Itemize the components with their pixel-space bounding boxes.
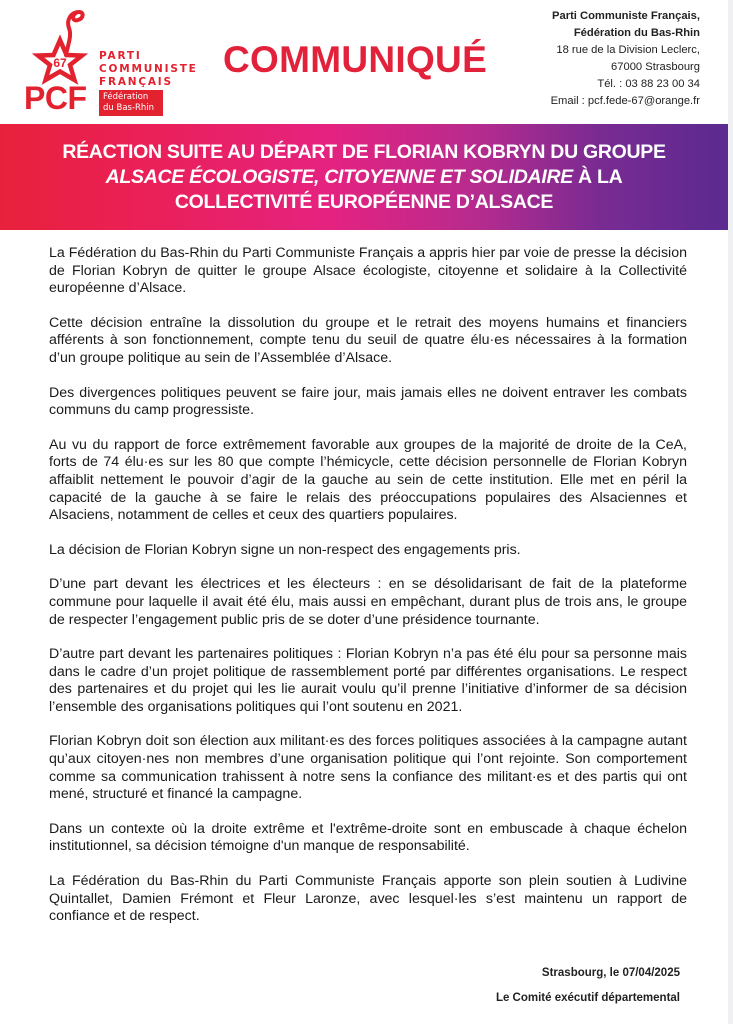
- contact-federation: Fédération du Bas-Rhin: [573, 27, 700, 39]
- page-edge: [728, 0, 733, 1024]
- body-paragraph: D’une part devant les électrices et les électeurs : en se désolidarisant de fait de la plateforme commune pour laquelle il avait été élu, mais aussi en empêchant, durant plus de trois ans, le groupe de respecter l’engagement public pris de se doter d’une présidence tournante.: [49, 576, 687, 628]
- signature-place-date: Strasbourg, le 07/04/2025: [541, 967, 680, 979]
- contact-address-street: 18 rue de la Division Leclerc,: [556, 44, 700, 56]
- body-paragraph: La décision de Florian Kobryn signe un non-respect des engagements pris.: [49, 541, 521, 558]
- party-name-line: PARTI: [99, 50, 142, 62]
- headline-line-3: COLLECTIVITÉ EUROPÉENNE D’ALSACE: [174, 190, 554, 213]
- body-paragraph: D’autre part devant les partenaires politiques : Florian Kobryn n’a pas été élu pour sa personne mais dans le cadre d’un projet politique de rassemblement porté par différentes organisations. Le respect des partenaires et du projet qui les lie aurait voulu qu’il prenne l’initiative d’informer de sa décision l’ensemble des organisations politiques qui l’ont soutenu en 2021.: [49, 646, 687, 715]
- body-paragraph: La Fédération du Bas-Rhin du Parti Communiste Français apporte son plein soutien à Ludivine Quintallet, Damien Frémont et Fleur Laronze, avec lesquel·les s’est maintenu un rapport de confiance et de respect.: [49, 873, 687, 925]
- contact-phone: Tél. : 03 88 23 00 34: [597, 78, 700, 90]
- headline-line-2-rest: À LA: [572, 165, 623, 188]
- body-paragraph: Au vu du rapport de force extrêmement favorable aux groupes de la majorité de droite de la CeA, forts de 74 élu·es sur les 80 que compte l’hémicycle, cette décision personnelle de Florian Kobryn affaiblit nettement le pouvoir d’agir de la gauche au sein de cette institution. Elle met en péril la capacité de la gauche à se faire le relais des préoccupations populaires des Alsaciennes et Alsaciens, notamment de celles et ceux des quartiers populaires.: [49, 436, 687, 524]
- document-title: COMMUNIQUÉ: [223, 39, 488, 80]
- body-paragraph: Florian Kobryn doit son élection aux militant·es des forces politiques associées à la campagne autant qu’aux citoyen·nes non membres d’une organisation politique qui l’ont rejointe. Son comportement comme sa communication trahissent à notre sens la confiance des militant·es et des partis qui ont mené, structuré et financé la campagne.: [49, 733, 687, 803]
- federation-badge: [99, 90, 163, 116]
- headline-line-1: RÉACTION SUITE AU DÉPART DE FLORIAN KOBRYN DU GROUPE: [62, 140, 666, 163]
- party-name-line: COMMUNISTE: [99, 63, 198, 75]
- communique-body: [49, 245, 687, 943]
- headline-line-2: [106, 165, 623, 190]
- logo-party-name: [99, 50, 198, 89]
- contact-address-city: 67000 Strasbourg: [611, 61, 700, 73]
- party-name-line: FRANÇAIS: [99, 76, 173, 88]
- federation-badge-line: du Bas-Rhin: [103, 103, 155, 113]
- federation-badge-line: Fédération: [103, 92, 149, 102]
- body-paragraph: Cette décision entraîne la dissolution du groupe et le retrait des moyens humains et financiers afférents à son fonctionnement, compte tenu du seuil de quatre élu·es nécessaires à la formation d’un groupe politique au sein de l’Assemblée d’Alsace.: [49, 314, 687, 366]
- star-number: 67: [53, 56, 67, 70]
- contact-email: Email : pcf.fede-67@orange.fr: [550, 95, 700, 107]
- group-name-italic: ALSACE ÉCOLOGISTE, CITOYENNE ET SOLIDAIRE: [105, 165, 573, 188]
- contact-block: [551, 8, 700, 110]
- headline-banner: [0, 124, 728, 230]
- body-paragraph: La Fédération du Bas-Rhin du Parti Communiste Français a appris hier par voie de presse la décision de Florian Kobryn de quitter le groupe Alsace écologiste, citoyenne et solidaire à la Collectivité européenne d’Alsace.: [49, 245, 687, 297]
- pcf-logo: [22, 6, 198, 116]
- body-paragraph: Des divergences politiques peuvent se faire jour, mais jamais elles ne doivent entraver les combats communs du camp progressiste.: [49, 384, 687, 419]
- signature-signatory: Le Comité exécutif départemental: [495, 992, 680, 1004]
- body-paragraph: Dans un contexte où la droite extrême et l'extrême-droite sont en embuscade à chaque échelon institutionnel, sa décision témoigne d'un manque de responsabilité.: [49, 820, 687, 855]
- star-logo-icon: [24, 6, 96, 86]
- signature-block: [496, 966, 680, 1016]
- contact-org-name: Parti Communiste Français,: [552, 10, 700, 22]
- logo-acronym: PCF: [24, 80, 87, 116]
